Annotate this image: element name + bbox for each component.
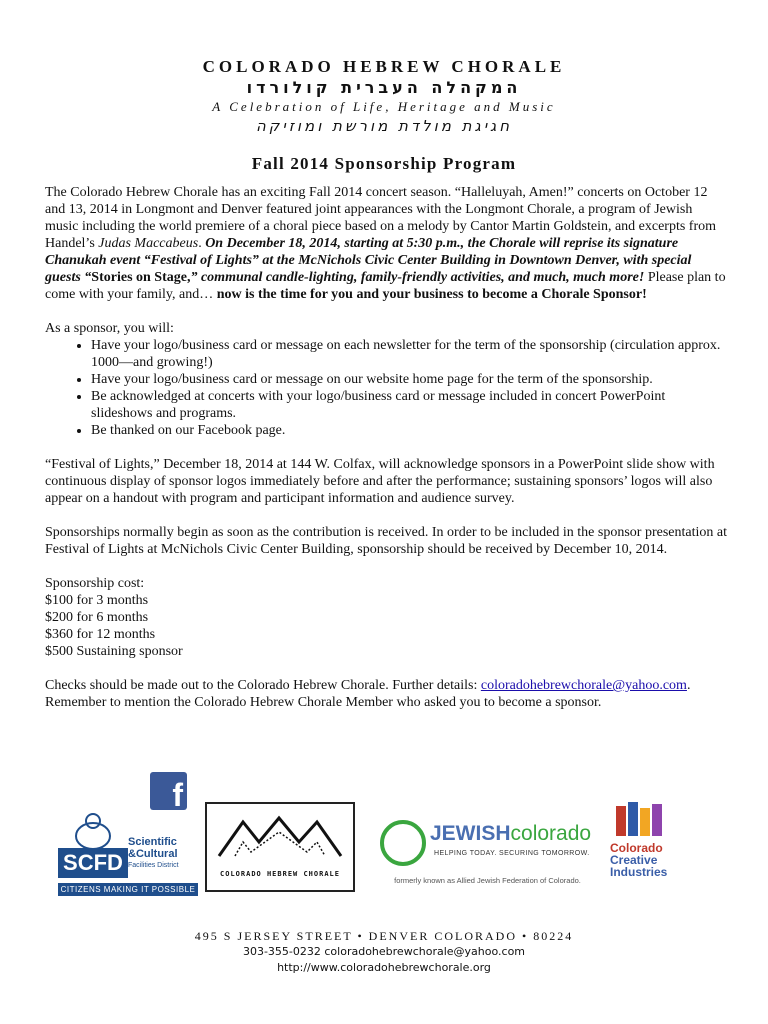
sponsor-logos bbox=[0, 770, 768, 900]
colorado-word: colorado bbox=[510, 822, 592, 845]
checks-paragraph bbox=[45, 677, 727, 711]
scfd-name-line: Scientific bbox=[128, 836, 177, 848]
timing-paragraph: Sponsorships normally begin as soon as the contribution is received. In order to be included in the sponsor presentation at Festival of Lights at McNichols Civic Center Building, sponsorship should be received by December 10, 2014. bbox=[45, 525, 727, 557]
event-announcement-2: ” communal candle-lighting, family-friendly activities, and much, much more! bbox=[190, 270, 645, 285]
festival-paragraph: “Festival of Lights,” December 18, 2014 at 144 W. Colfax, will acknowledge sponsors in a PowerPoint slide show with continuous display of sponsor logos immediately before and after the performance; sustaining sponsors’ logos will also appear on a handout with program and participant information and audience survey. bbox=[45, 457, 715, 506]
cci-mark-icon bbox=[614, 800, 670, 838]
cost-section bbox=[45, 575, 727, 660]
org-name-hebrew: המקהלה העברית קולורדו bbox=[246, 78, 522, 97]
jewish-colorado-wordmark bbox=[430, 822, 591, 846]
tagline: A Celebration of Life, Heritage and Music bbox=[212, 99, 556, 114]
footer-website[interactable]: http://www.coloradohebrewchorale.org bbox=[277, 961, 491, 974]
checks-reminder: Remember to mention the Colorado Hebrew Chorale Member who asked you to become a sponsor. bbox=[45, 695, 602, 710]
chorale-logo-label: COLORADO HEBREW CHORALE bbox=[220, 870, 340, 878]
invite-text: Please plan to come with your family, and… bbox=[45, 270, 726, 302]
list-item: • Be acknowledged at concerts with your logo/business card or message included in concert PowerPoint slideshows and programs. bbox=[91, 388, 727, 422]
cost-tier: $200 for 6 months bbox=[45, 610, 149, 625]
list-item: • Have your logo/business card or message on our website home page for the term of the sponsorship. bbox=[91, 371, 727, 388]
footer-contact: 303-355-0232 coloradohebrewchorale@yahoo.com bbox=[242, 945, 526, 958]
special-guests: Stories on Stage, bbox=[91, 270, 191, 285]
checks-period: . bbox=[686, 678, 691, 693]
cci-name bbox=[610, 842, 667, 878]
cost-heading: Sponsorship cost: bbox=[45, 576, 145, 591]
jewish-colorado-tagline: HELPING TODAY. SECURING TOMORROW. bbox=[434, 850, 590, 857]
checks-text: Checks should be made out to the Colorado Hebrew Chorale. Further details: bbox=[45, 678, 481, 693]
mountains-icon bbox=[217, 812, 343, 860]
event-announcement: On December 18, 2014, starting at 5:30 p.m., the Chorale will reprise its signature Chanukah event “Festival of Lights” at the McNichols Civic Center Building in Downtown Denver, with special guests “ bbox=[45, 236, 692, 285]
intro-text-2: . bbox=[198, 236, 206, 251]
jewish-colorado-logo bbox=[380, 810, 595, 890]
bear-icon bbox=[72, 812, 114, 850]
list-item: • Have your logo/business card or message on each newsletter for the term of the sponsorship (circulation approx. 1000—and growing!) bbox=[91, 337, 727, 371]
cost-tier: $360 for 12 months bbox=[45, 627, 156, 642]
list-item: • Be thanked on our Facebook page. bbox=[91, 422, 727, 439]
cost-tier: $100 for 3 months bbox=[45, 593, 149, 608]
scfd-name bbox=[128, 836, 200, 872]
org-name: COLORADO HEBREW CHORALE bbox=[202, 57, 566, 76]
chorale-logo bbox=[205, 802, 355, 892]
facebook-icon[interactable]: f bbox=[150, 772, 187, 810]
intro-text-1: The Colorado Hebrew Chorale has an exciting Fall 2014 concert season. “Halleluyah, Amen!” concerts on October 12 and 13, 2014 in Longmont and Denver featured joint appearances with the Longmont Chorale, a program of Jewish music including the world premiere of a choral piece based on a melody by Cantor Martin Goldstein, and excerpts from Handel’s bbox=[45, 185, 717, 251]
benefits-lead: As a sponsor, you will: bbox=[45, 321, 174, 336]
body-text bbox=[45, 184, 727, 728]
call-to-action: now is the time for you and your business to become a Chorale Sponsor! bbox=[216, 287, 647, 302]
scfd-logo bbox=[58, 810, 198, 898]
scfd-abbr: SCFD bbox=[58, 848, 128, 878]
intro-paragraph bbox=[45, 184, 727, 303]
scfd-name-line: Facilities District bbox=[128, 862, 179, 869]
menorah-icon bbox=[380, 820, 426, 866]
benefits-section bbox=[45, 320, 727, 439]
scfd-name-line: &Cultural bbox=[128, 848, 178, 860]
jewish-word: JEWISH bbox=[430, 822, 511, 845]
email-link[interactable]: coloradohebrewchorale@yahoo.com bbox=[480, 678, 687, 693]
cci-line: Industries bbox=[610, 865, 668, 879]
footer bbox=[0, 928, 768, 976]
letterhead bbox=[0, 56, 768, 174]
footer-address: 495 S JERSEY STREET • DENVER COLORADO • 80224 bbox=[194, 929, 574, 943]
tagline-hebrew: חגיגת מולדת מורשת ומוזיקה bbox=[255, 117, 513, 135]
cci-line: Colorado bbox=[610, 841, 663, 855]
colorado-creative-industries-logo bbox=[610, 800, 680, 890]
cost-tier: $500 Sustaining sponsor bbox=[45, 644, 183, 659]
page-title: Fall 2014 Sponsorship Program bbox=[251, 154, 517, 173]
jewish-colorado-former-name: formerly known as Allied Jewish Federation of Colorado. bbox=[394, 876, 581, 885]
benefits-list bbox=[45, 337, 727, 439]
work-title: Judas Maccabeus bbox=[98, 236, 199, 251]
scfd-tagline: CITIZENS MAKING IT POSSIBLE bbox=[58, 883, 198, 896]
cci-line: Creative bbox=[610, 853, 658, 867]
